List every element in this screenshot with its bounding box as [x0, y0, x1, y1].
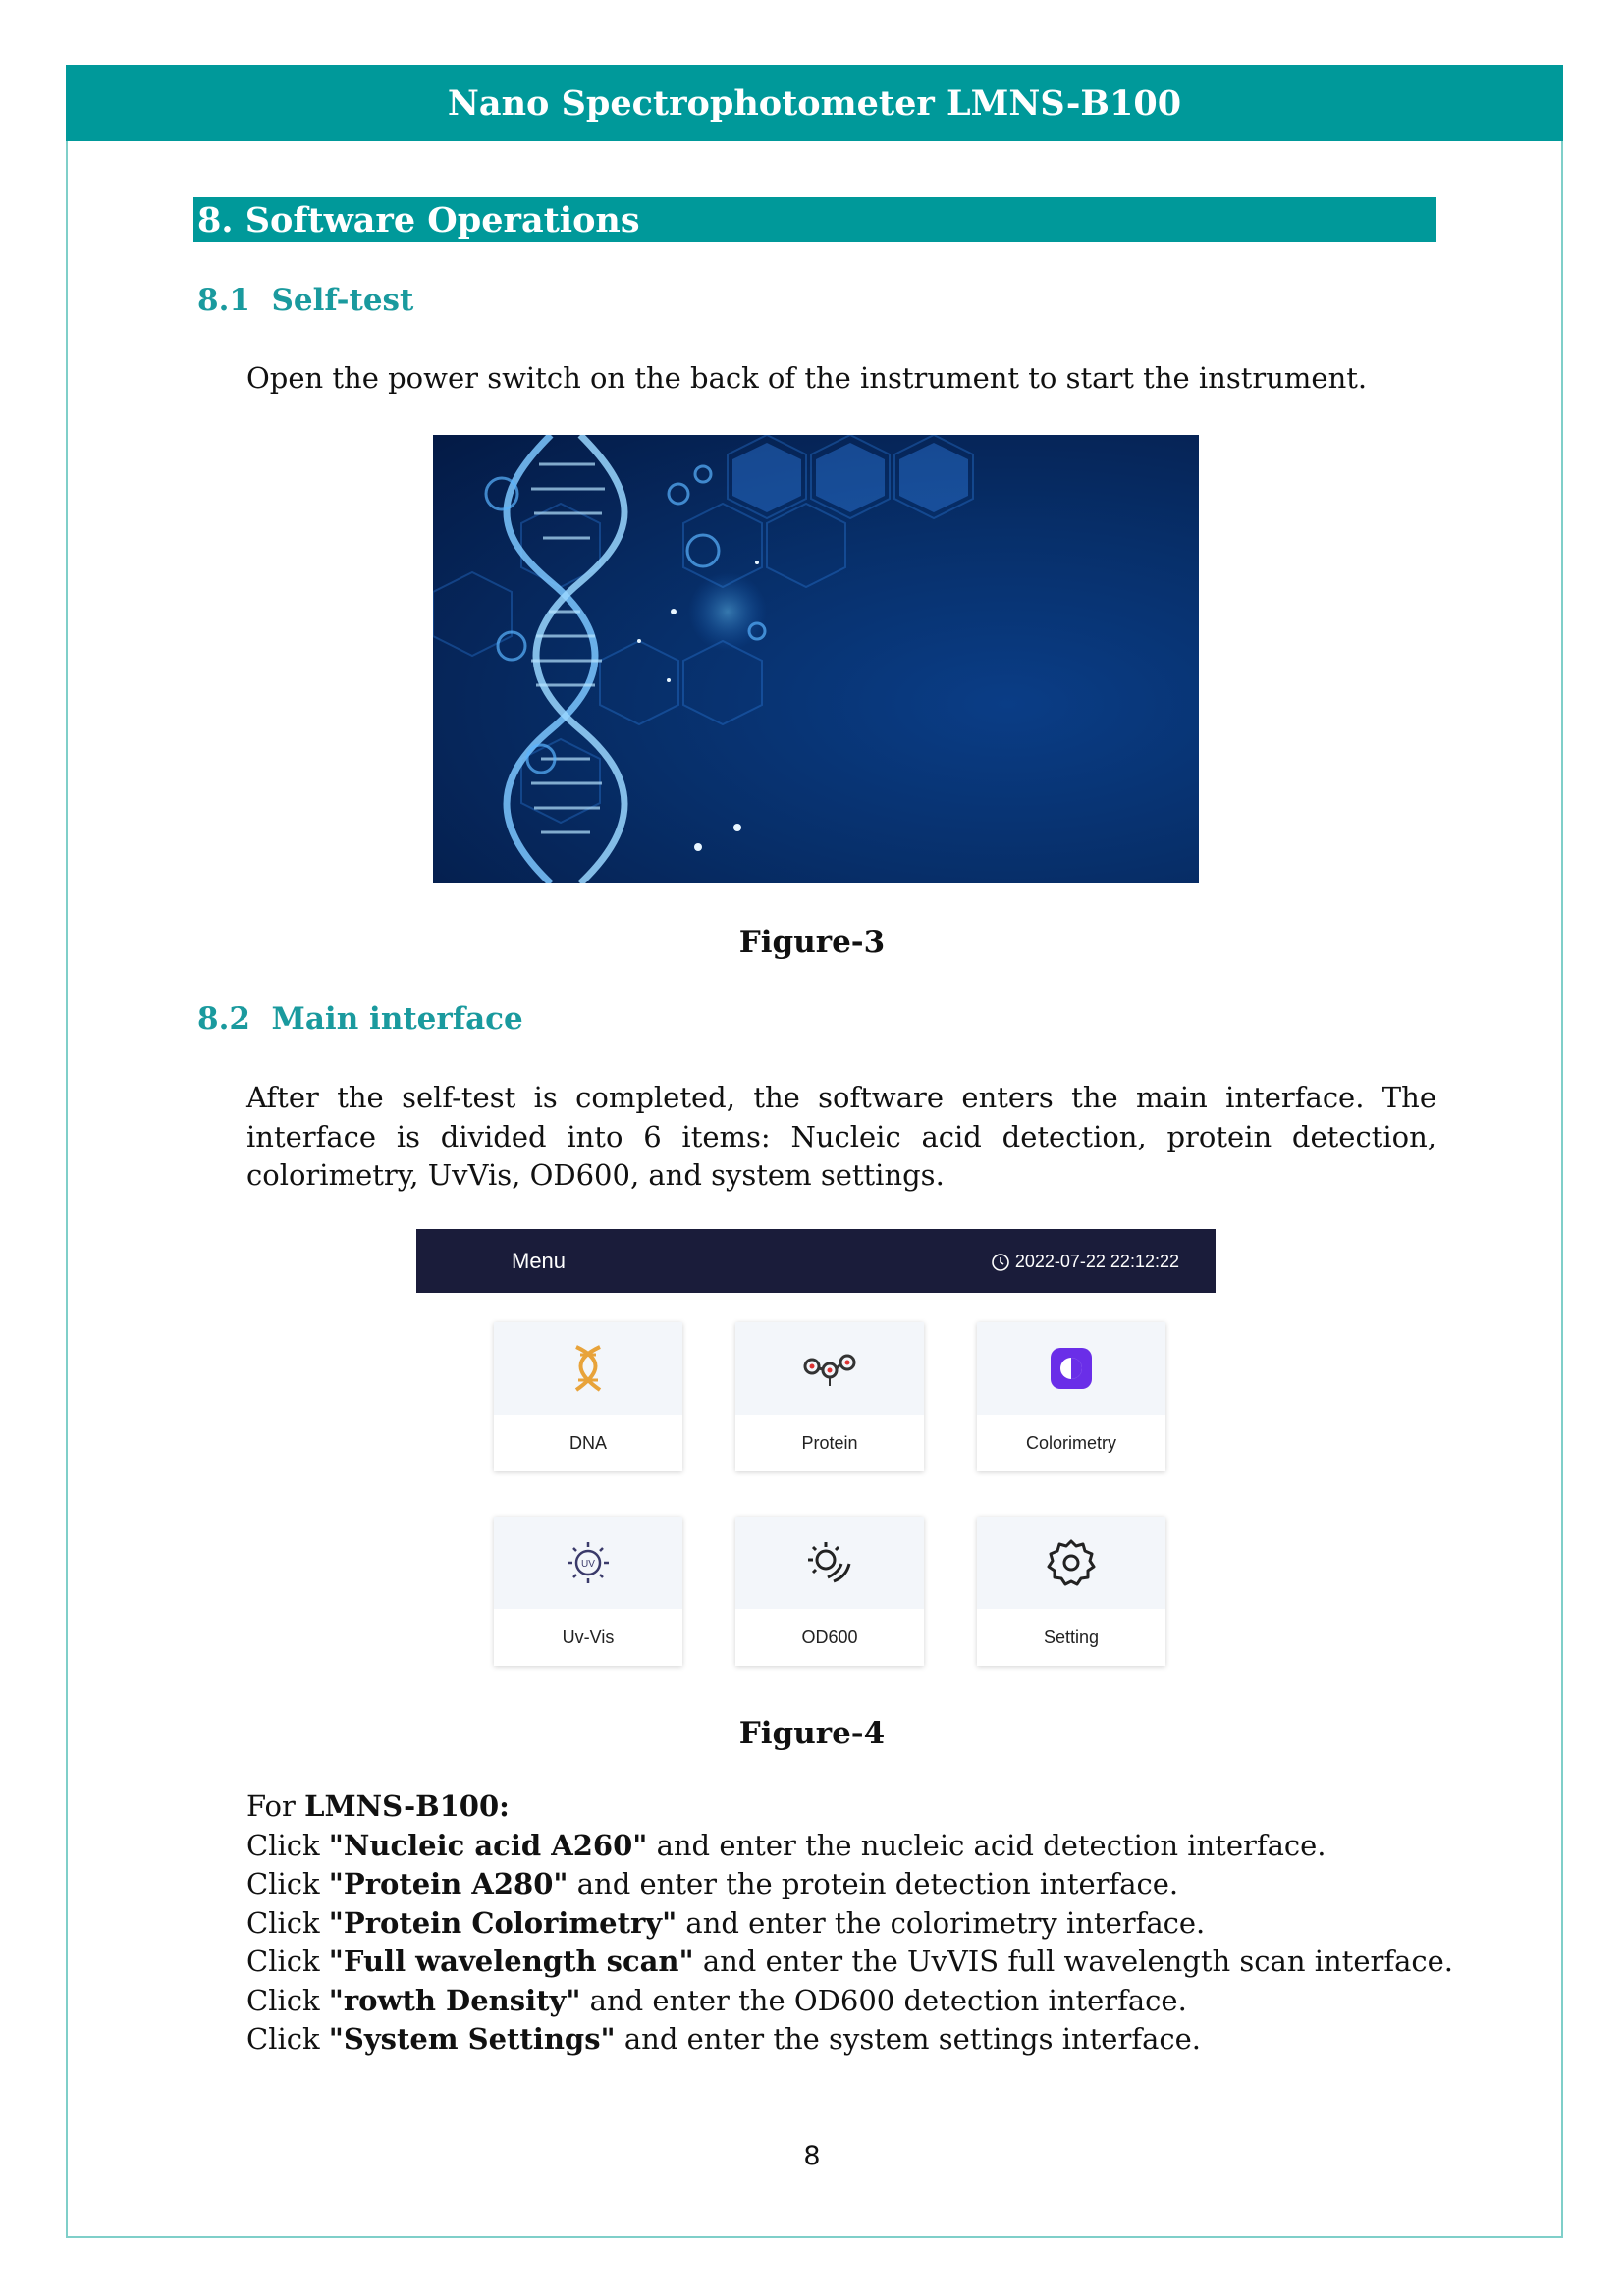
tile-label: Uv-Vis [562, 1627, 615, 1647]
instruction-rest: and enter the colorimetry interface. [677, 1905, 1206, 1940]
section-title: Software Operations [244, 199, 640, 240]
tile-label: Protein [801, 1432, 858, 1453]
instruction-line [246, 1982, 1453, 2021]
tile-icon-area [735, 1517, 924, 1609]
instruction-target: "Nucleic acid A260" [328, 1828, 648, 1862]
subsection-number: 8.2 [197, 1001, 250, 1037]
instruction-line [246, 1827, 1453, 1866]
tile-label: OD600 [801, 1627, 858, 1647]
instruction-line [246, 1904, 1453, 1944]
tile-od600[interactable] [735, 1517, 924, 1666]
main-interface-paragraph: After the self-test is completed, the software enters the main interface. The interface is divided into 6 items: Nucleic acid detection, protein detection, colorimetry, UvVis, OD600, and system settings. [246, 1081, 1436, 1192]
instruction-target: "Protein A280" [328, 1867, 568, 1900]
intro-prefix: For [246, 1789, 305, 1823]
instruction-rest: and enter the OD600 detection interface. [580, 1983, 1187, 2017]
instruction-target: "rowth Density" [328, 1983, 581, 2017]
startup-splash-image [433, 435, 1199, 883]
tile-setting[interactable] [977, 1517, 1165, 1666]
instruction-prefix: Click [246, 1867, 329, 1900]
gear-icon [1046, 1537, 1097, 1588]
intro-model: LMNS-B100: [304, 1789, 510, 1823]
dna-icon [567, 1343, 610, 1394]
instruction-line [246, 1865, 1453, 1904]
instruction-rest: and enter the system settings interface. [615, 2022, 1201, 2056]
clock-icon [991, 1253, 1010, 1272]
tile-dna[interactable] [494, 1322, 682, 1471]
main-interface-screenshot [416, 1229, 1216, 1671]
instruction-rest: and enter the nucleic acid detection interface. [647, 1828, 1326, 1862]
uv-icon [564, 1538, 613, 1587]
datetime-text: 2022-07-22 22:12:22 [1014, 1252, 1179, 1271]
subsection-title: Main interface [271, 1001, 523, 1037]
instruction-target: "Full wavelength scan" [328, 1945, 694, 1978]
tile-protein[interactable] [735, 1322, 924, 1471]
instruction-prefix: Click [246, 1945, 329, 1978]
clock-display [991, 1252, 1179, 1272]
tile-icon-area [494, 1322, 682, 1415]
instruction-rest: and enter the protein detection interface. [568, 1867, 1179, 1900]
instruction-prefix: Click [246, 1905, 329, 1940]
figure-4-caption: Figure-4 [738, 1716, 886, 1751]
menu-bar [416, 1229, 1216, 1293]
page-header [66, 65, 1563, 141]
instruction-prefix: Click [246, 2022, 329, 2056]
tile-label: Setting [1043, 1627, 1100, 1647]
tile-icon-area [735, 1322, 924, 1415]
self-test-paragraph: Open the power switch on the back of the instrument to start the instrument. [246, 361, 1368, 395]
instruction-line [246, 1943, 1453, 1982]
tile-label: Colorimetry [1025, 1432, 1116, 1453]
section-number: 8. [197, 199, 234, 240]
svg-text:UV: UV [581, 1559, 595, 1570]
instructions-list [246, 1788, 1453, 2059]
tile-colorimetry[interactable] [977, 1322, 1165, 1471]
subsection-heading-main-interface [197, 1001, 523, 1037]
instruction-target: "System Settings" [328, 2022, 616, 2056]
subsection-heading-self-test [197, 283, 413, 318]
instruction-prefix: Click [246, 1828, 329, 1862]
header-title: Nano Spectrophotometer LMNS-B100 [447, 82, 1182, 124]
subsection-title: Self-test [271, 283, 414, 318]
tile-label: DNA [568, 1432, 607, 1453]
tile-icon-area [494, 1517, 682, 1609]
instruction-rest: and enter the UvVIS full wavelength scan interface. [693, 1945, 1453, 1978]
tile-uv-vis[interactable] [494, 1517, 682, 1666]
figure-3-caption: Figure-3 [738, 925, 886, 960]
instructions-intro [246, 1788, 1453, 1827]
od600-icon [804, 1538, 855, 1587]
subsection-number: 8.1 [197, 283, 250, 318]
instruction-target: "Protein Colorimetry" [328, 1905, 677, 1940]
tile-icon-area [977, 1517, 1165, 1609]
dna-helix-graphic [433, 435, 1199, 883]
instruction-line [246, 2020, 1453, 2059]
menu-title: Menu [512, 1249, 567, 1273]
tile-icon-area [977, 1322, 1165, 1415]
instruction-prefix: Click [246, 1983, 329, 2017]
protein-icon [802, 1349, 857, 1388]
colorimetry-icon [1049, 1346, 1094, 1391]
page-number: 8 [803, 2141, 821, 2171]
section-heading [193, 197, 1436, 242]
